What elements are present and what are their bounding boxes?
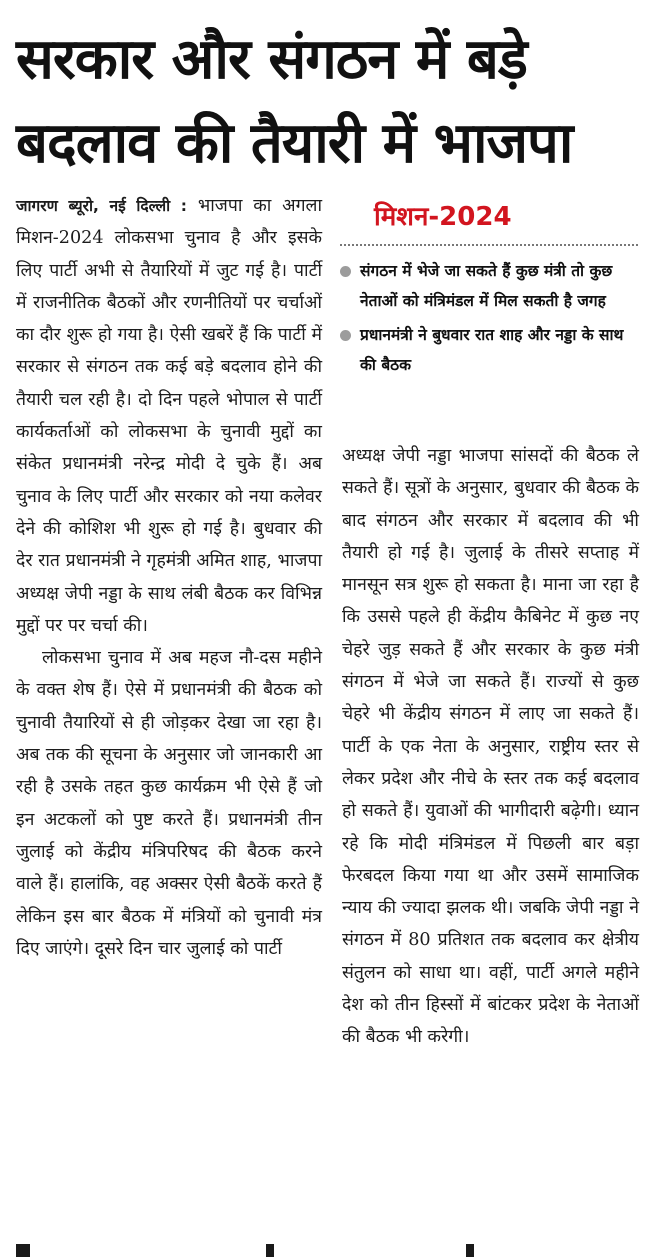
paragraph-1	[16, 190, 322, 642]
highlight-point-text: संगठन में भेजे जा सकते हैं कुछ मंत्री तो कुछ नेताओं को मंत्रिमंडल में मिल सकती है जगह	[360, 262, 613, 310]
byline: जागरण ब्यूरो, नई दिल्ली :	[16, 197, 188, 215]
paragraph-1-text: भाजपा का अगला मिशन-2024 लोकसभा चुनाव है और इसके लिए पार्टी अभी से तैयारियों में जुट गई है। पार्टी में राजनीतिक बैठकों और रणनीतियों पर चर्चाओं का दौर शुरू हो गया है। ऐसी खबरें हैं कि पार्टी में सरकार से संगठन तक कई बड़े बदलाव होने की तैयारी चल रही है। दो दिन पहले भोपाल से पार्टी कार्यकर्ताओं को लोकसभा के चुनावी मुद्दों का संकेत प्रधानमंत्री नरेन्द्र मोदी दे चुके हैं। अब चुनाव के लिए पार्टी और सरकार को नया कलेवर देने की कोशिश भी शुरू हो गई है। बुधवार की देर रात प्रधानमंत्री ने गृहमंत्री अमित शाह, भाजपा अध्यक्ष जेपी नड्डा के साथ लंबी बैठक कर विभिन्न मुद्दों पर पर चर्चा की।	[16, 196, 323, 636]
article-column-right	[342, 440, 639, 1054]
cut-off-glyph	[466, 1244, 474, 1257]
headline	[16, 18, 641, 186]
bullet-dot-icon	[340, 266, 351, 277]
article-column-left	[16, 190, 322, 965]
dotted-divider	[340, 244, 638, 246]
highlight-point-text: प्रधानमंत्री ने बुधवार रात शाह और नड्डा के साथ की बैठक	[360, 326, 624, 374]
paragraph-2: लोकसभा चुनाव में अब महज नौ-दस महीने के वक्त शेष हैं। ऐसे में प्रधानमंत्री की बैठक को चुनावी तैयारियों से ही जोड़कर देखा जा रहा है। अब तक की सूचना के अनुसार जो जानकारी आ रही है उसके तहत कुछ कार्यक्रम भी ऐसे हैं जो इन अटकलों को पुष्ट करते हैं। प्रधानमंत्री तीन जुलाई को केंद्रीय मंत्रिपरिषद की बैठक करने वाले हैं। हालांकि, वह अक्सर ऐसी बैठकें करते हैं लेकिन इस बार बैठक में मंत्रियों को चुनावी मंत्र दिए जाएंगे। दूसरे दिन चार जुलाई को पार्टी	[16, 648, 322, 959]
highlight-point	[340, 320, 638, 380]
next-article-cut-off	[16, 1240, 641, 1257]
bullet-dot-icon	[340, 330, 351, 341]
highlight-box	[340, 196, 638, 384]
headline-line-1: सरकार और संगठन में बड़े	[16, 27, 527, 92]
headline-line-2: बदलाव की तैयारी में भाजपा	[16, 111, 573, 176]
cut-off-glyph	[266, 1244, 274, 1257]
cut-off-glyph	[16, 1244, 30, 1257]
paragraph-3: अध्यक्ष जेपी नड्डा भाजपा सांसदों की बैठक ले सकते हैं। सूत्रों के अनुसार, बुधवार की बैठक के बाद संगठन और सरकार में बदलाव की भी तैयारी हो गई है। जुलाई के तीसरे सप्ताह में मानसून सत्र शुरू हो सकता है। माना जा रहा है कि उससे पहले ही केंद्रीय कैबिनेट में कुछ नए चेहरे जुड़ सकते हैं और सरकार के कुछ मंत्री संगठन में भेजे जा सकते हैं। राज्यों से कुछ चेहरे भी केंद्रीय संगठन में लाए जा सकते हैं। पार्टी के एक नेता के अनुसार, राष्ट्रीय स्तर से लेकर प्रदेश और नीचे के स्तर तक कई बदलाव हो सकते हैं। युवाओं की भागीदारी बढ़ेगी। ध्यान रहे कि मोदी मंत्रिमंडल में पिछली बार बड़ा फेरबदल किया गया था और उसमें सामाजिक न्याय की ज्यादा झलक थी। जबकि जेपी नड्डा ने संगठन में 80 प्रतिशत तक बदलाव कर क्षेत्रीय संतुलन को साधा था। वहीं, पार्टी अगले महीने देश को तीन हिस्सों में बांटकर प्रदेश के नेताओं की बैठक भी करेगी।	[342, 446, 639, 1048]
highlight-point	[340, 256, 638, 316]
mission-title: मिशन-2024	[374, 202, 512, 232]
